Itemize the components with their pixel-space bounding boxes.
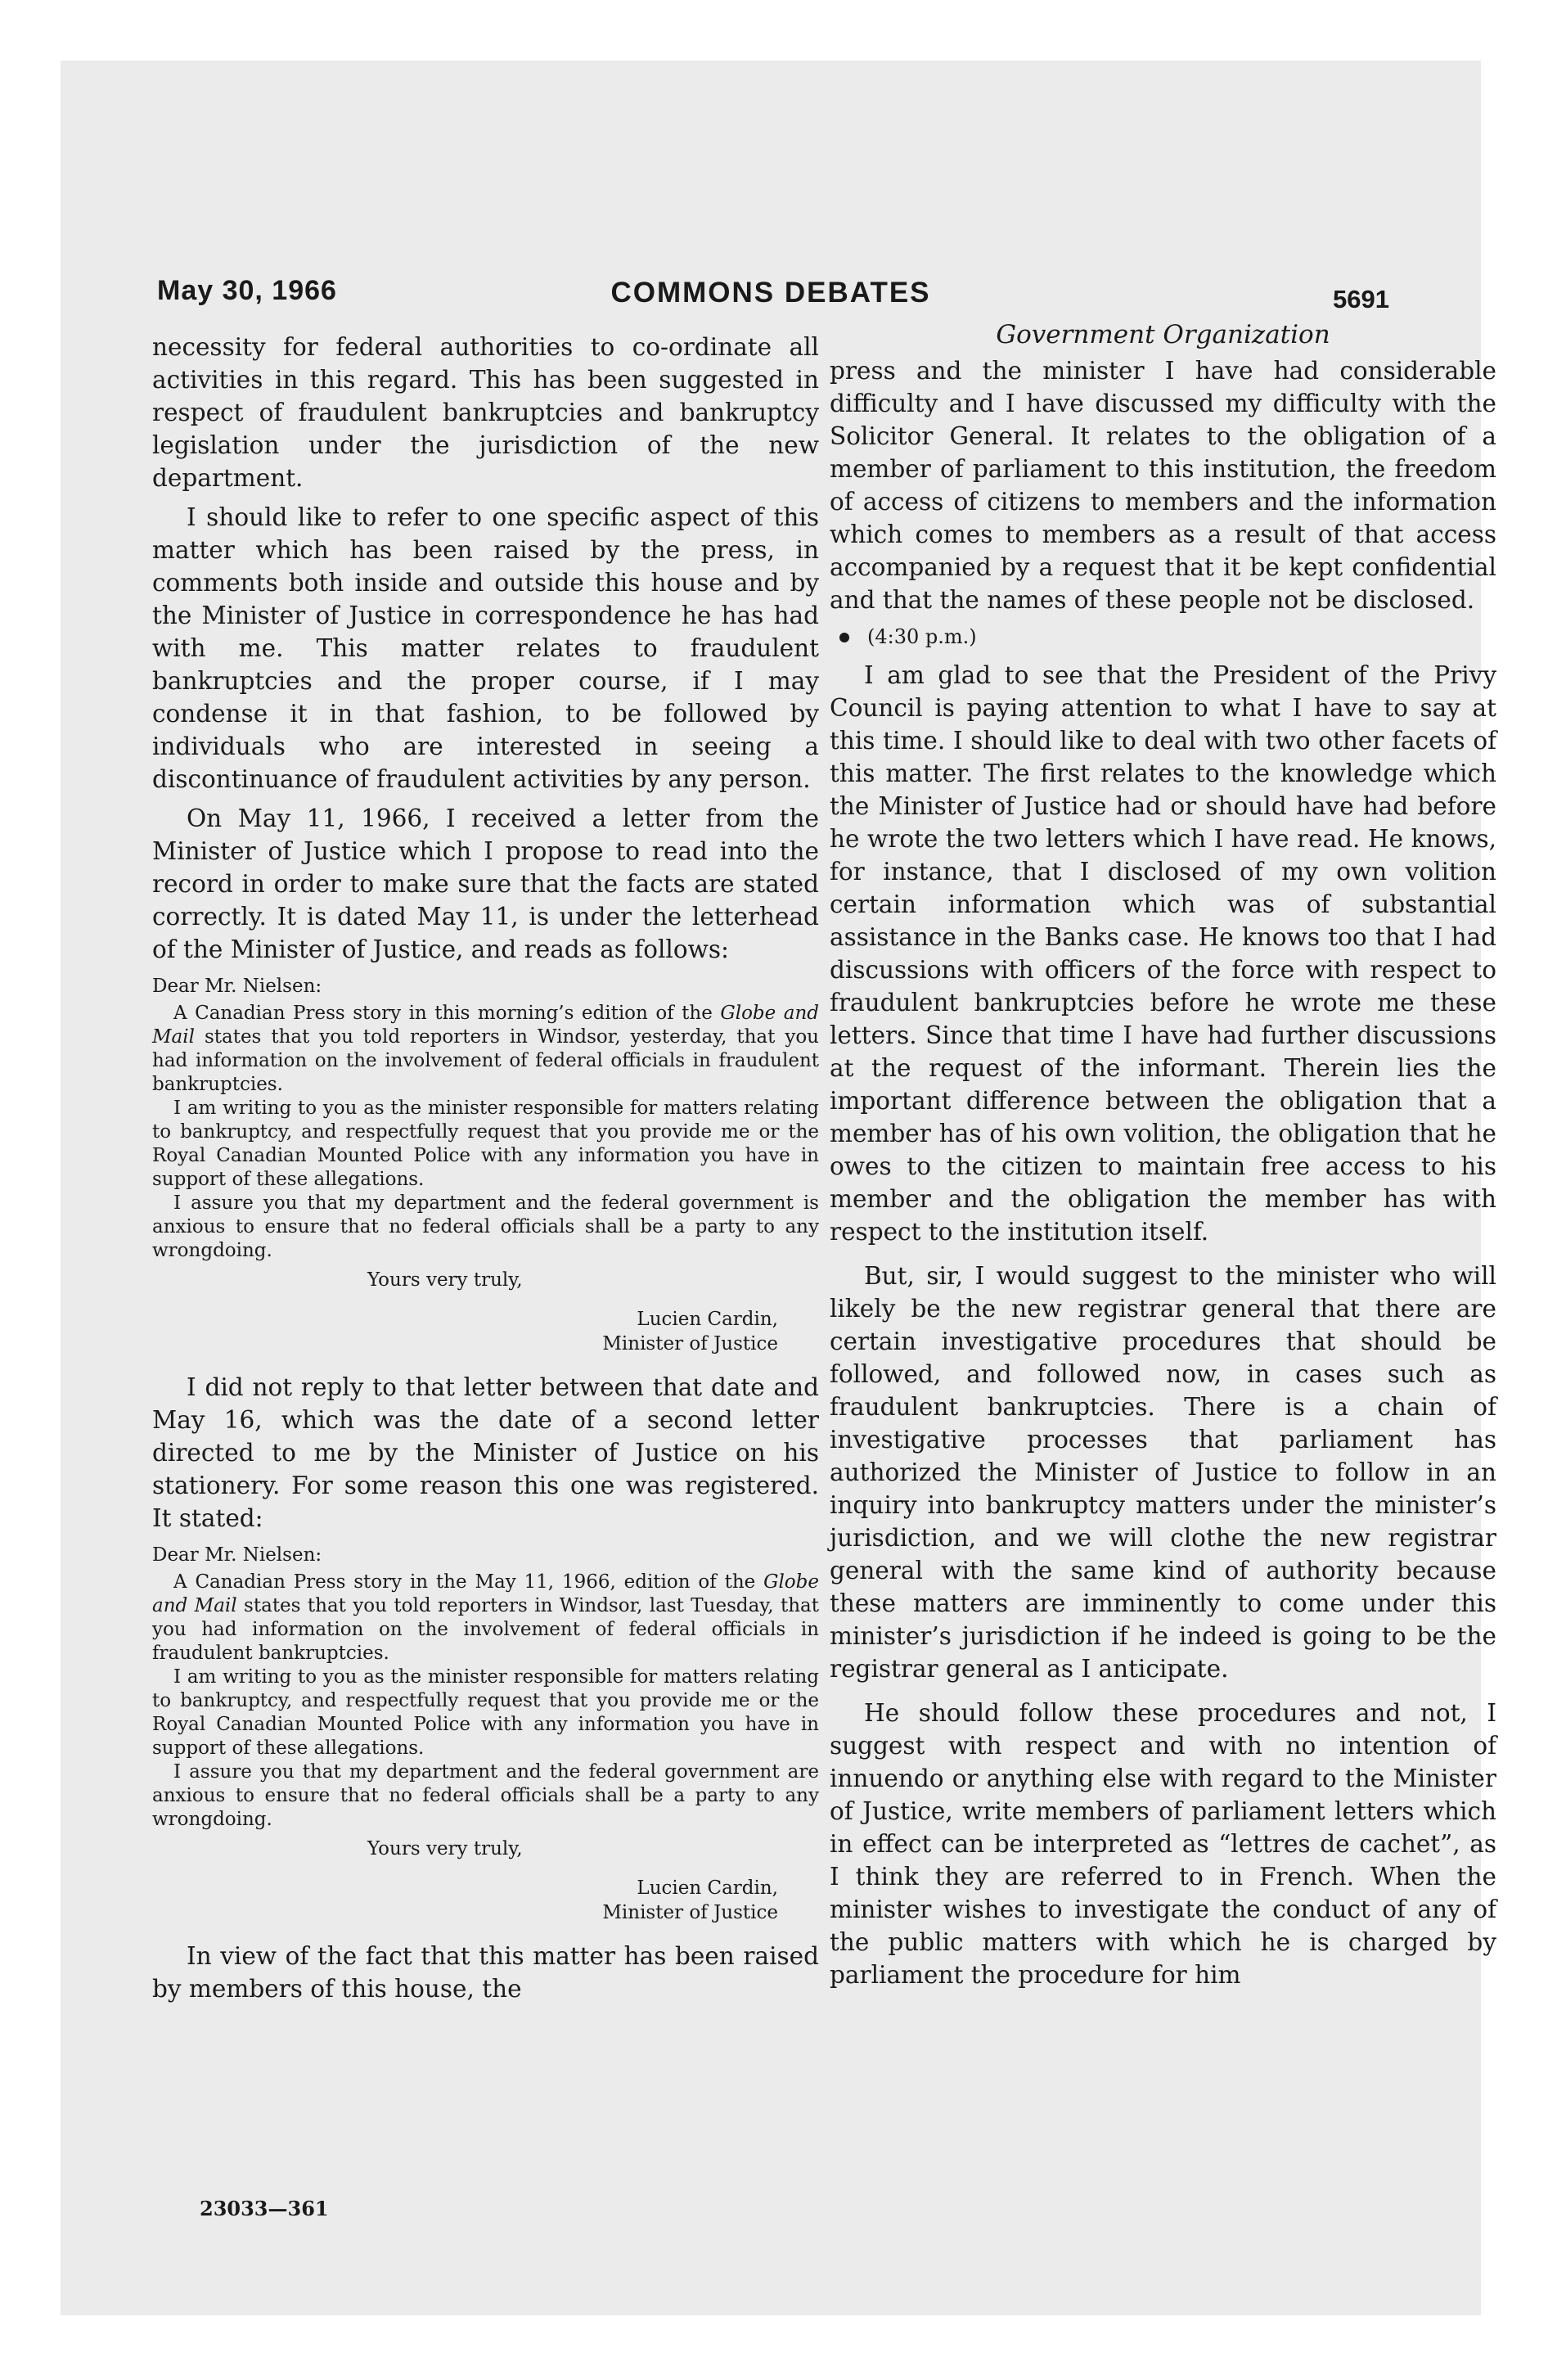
header-date: May 30, 1966 — [157, 275, 337, 306]
newspaper-name: Globe and Mail — [152, 1003, 819, 1048]
paragraph: On May 11, 1966, I received a letter from the Minister of Justice which I propose to read into the record in order to make sure that the facts are stated correctly. It is dated May 11, is under the letterhead of the Minister of Justice, and reads as follows: — [152, 805, 819, 963]
quoted-letter-1 — [152, 974, 819, 1356]
paragraph: I should like to refer to one specific aspect of this matter which has been raised by the press, in comments both inside and outside this house and by the Minister of Justice in correspondence he has had with me. This matter relates to fraudulent bankruptcies and the proper course, if I may condense it in that fashion, to be followed by individuals who are interested in seeing a discontinuance of fraudulent activities by any person. — [152, 503, 819, 793]
letter-signer-title: Minister of Justice — [602, 1333, 778, 1355]
publication-title: COMMONS DEBATES — [610, 277, 931, 309]
paragraph: press and the minister I have had considerable difficulty and I have discussed my difficulty with the Solicitor General. It relates to the obligation of a member of parliament to this institution, the freedom of access of citizens to members and the information which comes to members as a result of that access accompanied by a request that it be kept confidential and that the names of these people not be disclosed. — [830, 357, 1496, 614]
letter-closing: Yours very truly, — [367, 1269, 523, 1291]
letter-salutation: Dear Mr. Nielsen: — [152, 976, 322, 997]
letter-paragraph: A Canadian Press story in this morning’s edition of the Globe and Mail states that you told reporters in Windsor, yesterday, that you had information on the involvement of federal officials in fraudulent bankruptcies. — [152, 1003, 819, 1095]
page-header — [157, 275, 1389, 316]
print-code: 23033—361 — [200, 2197, 329, 2220]
right-column — [830, 318, 1496, 1991]
letter-paragraph: I assure you that my department and the federal government is anxious to ensure that no federal officials shall be a party to any wrongdoing. — [152, 1192, 819, 1261]
left-column — [152, 331, 819, 2005]
paragraph: He should follow these procedures and not, I suggest with respect and with no intention of innuendo or anything else with regard to the Minister of Justice, write members of parliament letters which in effect can be interpreted as “lettres de cachet”, as I think they are referred to in French. When the minister wishes to investigate the conduct of any of the public matters with which he is charged by parliament the procedure for him — [830, 1699, 1496, 1989]
letter-paragraph: A Canadian Press story in the May 11, 1966, edition of the Globe and Mail states that you told reporters in Windsor, last Tuesday, that you had information on the involvement of federal officials in fraudulent bankruptcies. — [152, 1571, 819, 1664]
paragraph: But, sir, I would suggest to the minister who will likely be the new registrar general that there are certain investigative procedures that should be followed, and followed now, in cases such as fraudulent bankruptcies. There is a chain of investigative processes that parliament has authorized the Minister of Justice to follow in an inquiry into bankruptcy matters under the minister’s jurisdiction, and we will clothe the new registrar general with the same kind of authority because these matters are imminently to come under this minister’s jurisdiction if he indeed is going to be the registrar general as I anticipate. — [830, 1262, 1496, 1683]
paragraph: necessity for federal authorities to co-ordinate all activities in this regard. This has been suggested in respect of fraudulent bankruptcies and bankruptcy legislation under the jurisdiction of the new department. — [152, 333, 819, 492]
letter-signer: Lucien Cardin, — [637, 1309, 778, 1330]
letter-signer: Lucien Cardin, — [637, 1877, 778, 1899]
letter-signer-title: Minister of Justice — [602, 1902, 778, 1923]
section-heading: Government Organization — [996, 320, 1330, 349]
letter-salutation: Dear Mr. Nielsen: — [152, 1544, 322, 1566]
paragraph: I am glad to see that the President of the Privy Council is paying attention to what I have to say at this time. I should like to deal with two other facets of this matter. The first relates to the knowledge which the Minister of Justice had or should have had before he wrote the two letters which I have read. He knows, for instance, that I disclosed of my own volition certain information which was of substantial assistance in the Banks case. He knows too that I had discussions with officers of the force with respect to fraudulent bankruptcies before he wrote me these letters. Since that time I have had further discussions at the request of the informant. Therein lies the important difference between the obligation that a member has of his own volition, the obligation that he owes to the citizen to maintain free access to his member and the obligation the member has with respect to the institution itself. — [830, 661, 1496, 1246]
time-marker: (4:30 p.m.) — [830, 623, 1496, 651]
page-number: 5691 — [1333, 285, 1389, 313]
letter-paragraph: I assure you that my department and the federal government are anxious to ensure that no federal officials shall be a party to any wrongdoing. — [152, 1761, 819, 1830]
paragraph: I did not reply to that letter between that date and May 16, which was the date of a second letter directed to me by the Minister of Justice on his stationery. For some reason this one was registered. It stated: — [152, 1373, 819, 1532]
newspaper-name: Globe and Mail — [152, 1571, 819, 1616]
bullet-dot-icon — [839, 633, 849, 642]
letter-closing: Yours very truly, — [367, 1838, 523, 1859]
letter-paragraph: I am writing to you as the minister responsible for matters relating to bankruptcy, and respectfully request that you provide me or the Royal Canadian Mounted Police with any information you have in support of these allegations. — [152, 1098, 819, 1190]
quoted-letter-2 — [152, 1543, 819, 1925]
letter-paragraph: I am writing to you as the minister responsible for matters relating to bankruptcy, and respectfully request that you provide me or the Royal Canadian Mounted Police with any information you have in support of these allegations. — [152, 1666, 819, 1759]
paragraph: In view of the fact that this matter has been raised by members of this house, the — [152, 1942, 819, 2003]
page-scan — [61, 61, 1496, 2315]
